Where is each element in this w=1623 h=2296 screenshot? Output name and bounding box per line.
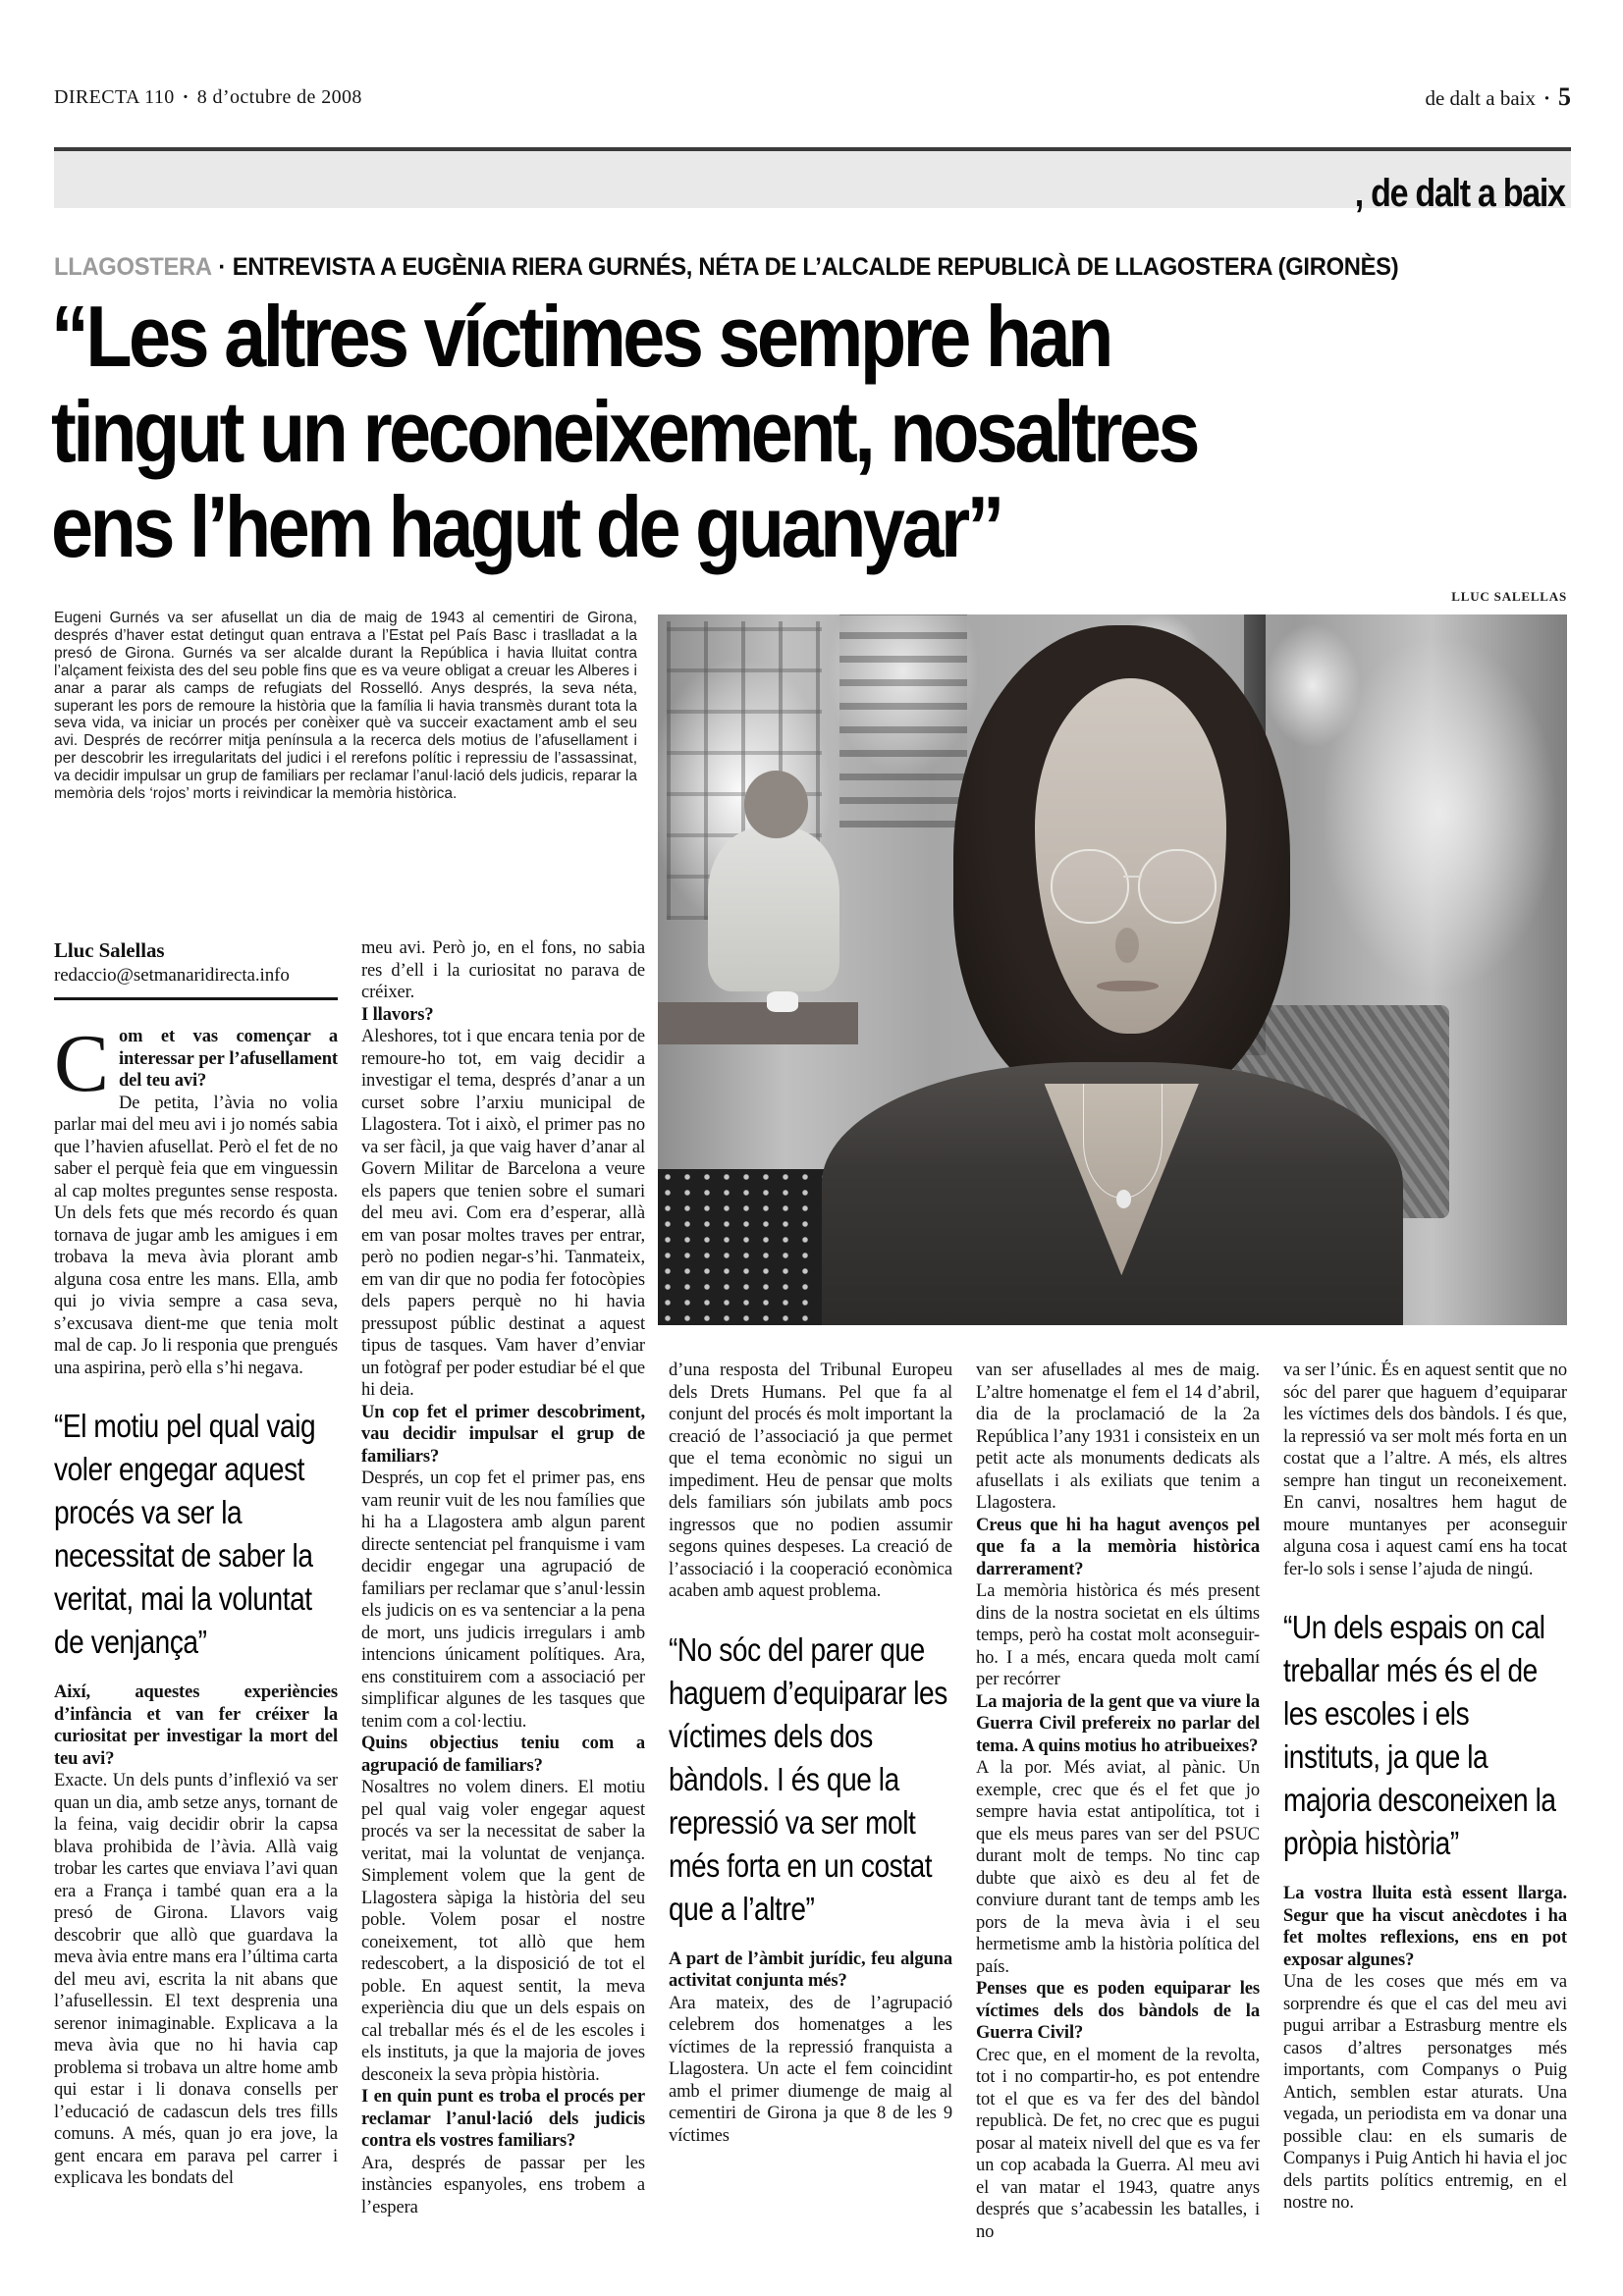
article-column-5 <box>1283 1360 1567 2296</box>
interview-question: Creus que hi ha hagut avenços pel que fa a la memòria històrica darrerament? <box>976 1515 1260 1579</box>
issue-date: 8 d’octubre de 2008 <box>196 86 362 108</box>
article-paragraph: Aleshores, tot i que encara tenia por de remoure-ho tot, em vaig decidir a investigar el tema, després d’anar a un curset sobre l’arxiu municipal de Llagostera. Tot i això, el primer pas no va ser fàcil, ja que vaig haver d’anar al Govern Militar de Barcelona a veure els papers que tenien sobre el sumari del meu avi. Com era d’esperar, allà em van posar moltes traves per entrar, però no podien negar-s’hi. Tanmateix, em van dir que no podia fer fotocòpies dels papers perquè no hi havia pressupost públic destinat a aquest tipus de tasques. Vam haver d’enviar un fotògraf per poder estudiar bé el que hi deia. <box>361 1027 645 1400</box>
article-paragraph: La memòria històrica és més present dins de la nostra societat en els últims temps, però ha costat molt aconseguir-ho. I a més, encara queda molt camí per recórrer <box>976 1581 1260 1689</box>
article-paragraph: Una de les coses que més em va sorprendre és que el cas del meu avi pugui arribar a Estrasburg mentre els casos d’altres personatges més importants, com Companys o Puig Antich, semblen estar aturats. Una vegada, un periodista em va donar una possible clau: en els sumaris de Companys i Puig Antich hi havia el joc dels partits polítics entremig, en el nostre no. <box>1283 1972 1567 2213</box>
article-column-4 <box>976 1360 1260 2296</box>
separator-dot: · <box>1542 86 1550 110</box>
pull-quote: “No sóc del parer que haguem d’equiparar les víctimes dels dos bàndols. I és que la repressió va ser molt més forta en un costat que a l’altre” <box>669 1630 947 1927</box>
article-column-1 <box>54 937 338 2296</box>
separator-dot: · <box>218 253 227 281</box>
article-paragraph: Després, un cop fet el primer pas, ens vam reunir vuit de les nou famílies que hi ha a Llagostera amb algun parent directe sentenciat pel franquisme i vam decidir engegar una agrupació de familiars per reclamar que s’anul·lessin els judicis on es va sentenciar a la pena de mort, uns judicis irregulars i amb intencions únicament polítiques. Ara, ens constituirem com a associació per simplificar algunes de les tasques que tenim com a col·lectiu. <box>361 1468 645 1732</box>
photo-glasses-left-lens <box>1051 849 1129 924</box>
article-paragraph: Nosaltres no volem diners. El motiu pel qual vaig voler engegar aquest procés va ser la necessitat de saber la veritat, mai la voluntat de venjança. Simplement volem que la gent de Llagostera sàpiga la història del seu poble. Volem posar el nostre coneixement, tot allò que hem redescobert, a la disposició de tot el poble. En aquest sentit, la meva experiència diu que un dels espais on cal treballar més és el de les escoles i els instituts, ja que la majoria de joves desconeix la seva pròpia història. <box>361 1778 645 2085</box>
interview-question: Penses que es poden equiparar les víctimes dels dos bàndols de la Guerra Civil? <box>976 1979 1260 2043</box>
byline-author: Lluc Salellas <box>54 938 165 962</box>
article-paragraph: va ser l’únic. És en aquest sentit que no sóc del parer que haguem d’equiparar les víctimes dels dos bàndols. I és que, la repressió va ser molt més forta en un costat que a l’altre. A més, els altres sempre han tingut un reconeixement. En canvi, nosaltres hem hagut de moure muntanyes per aconseguir alguna cosa i aquest camí ens ha tocat fer-lo sols i sense l’ajuda de ningú. <box>1283 1361 1567 1579</box>
photo-bystander-left-body <box>708 828 839 991</box>
headline-line: tingut un reconeixement, nosaltres <box>51 383 1197 480</box>
column-blocks <box>976 1360 1260 2243</box>
article-paragraph: A la por. Més aviat, al pànic. Un exemple, crec que és el fet que jo sempre havia estat antipolítica, tot i que els meus pares van ser del PSUC durant molt de temps. No tinc cap dubte que això es deu al fet de conviure durant tant de temps amb les pors de la meva àvia i el seu hermetisme amb la història política del país. <box>976 1758 1260 1977</box>
kicker <box>54 253 1398 282</box>
kicker-location: LLAGOSTERA <box>54 253 212 281</box>
column-blocks <box>1283 1360 1567 2215</box>
article-column-3 <box>669 1360 952 2296</box>
interview-question: Un cop fet el primer descobriment, vau decidir impulsar el grup de familiars? <box>361 1402 645 1467</box>
photo-necklace-pendant <box>1116 1190 1131 1208</box>
interview-question: Com et vas començar a interessar per l’afusellament del teu avi? <box>54 1018 338 1109</box>
headline-line: “Les altres víctimes sempre han <box>51 288 1110 385</box>
article-paragraph: Ara mateix, des de l’agrupació celebrem dos homenatges a les víctimes de la repressió franquista a Llagostera. Un acte el fem coincidint amb el primer diumenge de maig al cementiri de Girona ja que 8 de les 9 víctimes <box>669 1993 952 2146</box>
photo-coffee-cup <box>767 991 797 1013</box>
article-paragraph: Crec que, en el moment de la revolta, tot i no compartir-ho, es pot entendre tot el que es va fer des del bàndol republicà. De fet, no crec que es pugui posar al mateix nivell del que es va fer un cop acabada la Guerra. Al meu avi el van matar el 1943, quatre anys després que s’acabessin les batalles, i no <box>976 2045 1260 2242</box>
interview-question: Així, aquestes experiències d’infància et van fer créixer la curiositat per investigar la mort del teu avi? <box>54 1682 338 1769</box>
column-blocks <box>54 1018 338 2190</box>
interview-question: Quins objectius teniu com a agrupació de familiars? <box>361 1734 645 1776</box>
paper-name: DIRECTA 110 <box>54 86 175 108</box>
photo-glasses-bridge <box>1123 876 1142 878</box>
photo-table-left <box>658 1002 858 1044</box>
photo-glasses-right-lens <box>1138 849 1217 924</box>
column-blocks <box>669 1360 952 2147</box>
article-paragraph: De petita, l’àvia no volia parlar mai del meu avi i jo només sabia que l’havien afusellat. Però el fet de no saber el perquè feia que em vinguessin al cap moltes preguntes sense resposta. Un dels fets que més recordo és quan tornava de jugar amb les amigues i em trobava la meva àvia plorant amb alguna cosa entre les mans. Ella, amb qui jo vivia sempre a casa seva, s’excusava dient-me que tenia molt mal de cap. Jo li responia que prengués una aspirina, però ella s’hi negava. <box>54 1093 338 1378</box>
column-blocks <box>361 937 645 2218</box>
lead-paragraph: Eugeni Gurnés va ser afusellat un dia de maig de 1943 al cementiri de Girona, després d’haver estat detingut quan entrava a l’Estat pel País Basc i traslladat a la presó de Girona. Gurnés va ser alcalde durant la República i havia lluitat contra l’alçament feixista des del seu poble fins que es va veure obligat a creuar les Alberes i anar a parar als camps de refugiats del Rosselló. Anys després, la seva néta, superant les pors de remoure la història que la família li havia transmès durant tota la seva vida, va iniciar un procés per conèixer què va succeir exactament amb el seu avi. Després de recórrer mitja península a la recerca dels motius de l’afusellament i per descobrir les irregularitats del judici i el rerefons polític i repressiu de l’assassinat, va decidir impulsar un grup de familiars per reclamar l’anul·lació dels judicis, reparar la memòria dels ‘rojos’ morts i reivindicar la memòria històrica. <box>54 610 637 803</box>
photo-credit: LLUC SALELLAS <box>1451 589 1567 604</box>
photo-subject-nose <box>1115 928 1139 963</box>
kicker-text: ENTREVISTA A EUGÈNIA RIERA GURNÉS, NÉTA DE L’ALCALDE REPUBLICÀ DE LLAGOSTERA (GIRONÈS) <box>232 253 1399 281</box>
headline-line: ens l’hem hagut de guanyar” <box>51 478 1001 575</box>
article-paragraph: Exacte. Un dels punts d’inflexió va ser quan un dia, amb setze anys, tornant de la feina, vaig decidir obrir la capsa blava prohibida de l’àvia. Allà vaig trobar les cartes que enviava l’avi quan era a França i també quan era a la presó de Girona. Llavors vaig descobrir que allò que guardava la meva àvia entre mans era l’última carta del meu avi, escrita la nit abans que l’afusellessin. El text desprenia una serenor inimaginable. Explicava a la meva àvia que no hi havia cap problema si trobava un altre home amb qui estar i li donava consells per l’educació de cadascun dels tres fills comuns. A més, quan jo era jove, la gent encara em parava pel carrer i explicava les bondats del <box>54 1771 338 2188</box>
photo-shelf <box>839 614 967 828</box>
headline <box>51 289 1197 574</box>
section-banner-title: , de dalt a baix <box>1355 172 1565 215</box>
section-name: de dalt a baix <box>1425 86 1536 110</box>
interview-question: A part de l’àmbit jurídic, feu alguna activitat conjunta més? <box>669 1949 952 1991</box>
article-paragraph: meu avi. Però jo, en el fons, no sabia res d’ell i la curiositat no parava de créixer. <box>361 938 645 1002</box>
interview-question: I llavors? <box>361 1004 434 1025</box>
masthead-issue <box>54 86 362 109</box>
interview-question: La vostra lluita està essent llarga. Segur que ha viscut anècdotes i ha fet moltes reflexions, ens en pot exposar algunes? <box>1283 1884 1567 1970</box>
pull-quote: “El motiu pel qual vaig voler engegar aquest procés va ser la necessitat de saber la veritat, mai la voluntat de venjança” <box>54 1408 316 1660</box>
article-paragraph: d’una resposta del Tribunal Europeu dels Drets Humans. Pel que fa al conjunt del procés és molt important la creació de l’associació ja que permet que el tema econòmic no sigui un impediment. Heu de pensar que molts dels familiars són jubilats amb pocs ingressos que no podien assumir segons quines despeses. La creació de l’associació i la cooperació econòmica acaben amb aquest problema. <box>669 1361 952 1601</box>
interview-photo <box>658 614 1567 1325</box>
photo-bystander-left-head <box>744 771 808 838</box>
drop-cap: C <box>54 1018 109 1109</box>
byline-rule <box>54 997 338 1000</box>
page-number: 5 <box>1558 82 1571 111</box>
pull-quote: “Un dels espais on cal treballar més és el de les escoles i els instituts, ja que la majoria desconeixen la pròpia història” <box>1283 1609 1556 1861</box>
interview-question: La majoria de la gent que va viure la Guerra Civil prefereix no parlar del tema. A quins motius ho atribueixes? <box>976 1691 1260 1756</box>
photo-necklace <box>1083 1084 1163 1199</box>
byline <box>54 937 338 1000</box>
article-paragraph: Ara, després de passar per les instàncies espanyoles, ens trobem a l’espera <box>361 2153 645 2217</box>
byline-email[interactable]: redaccio@setmanaridirecta.info <box>54 965 290 986</box>
interview-question: I en quin punt es troba el procés per reclamar l’anul·lació dels judicis contra els vostres familiars? <box>361 2087 645 2151</box>
section-banner <box>54 151 1571 215</box>
separator-dot: · <box>182 86 189 108</box>
article-paragraph: van ser afusellades al mes de maig. L’altre homenatge el fem el 14 d’abril, dia de la proclamació de la 2a República l’any 1931 i consisteix en un petit acte als monuments dedicats als afusellats i als exiliats que tenim a Llagostera. <box>976 1361 1260 1513</box>
article-column-2 <box>361 937 645 2296</box>
masthead-section <box>1425 82 1571 112</box>
